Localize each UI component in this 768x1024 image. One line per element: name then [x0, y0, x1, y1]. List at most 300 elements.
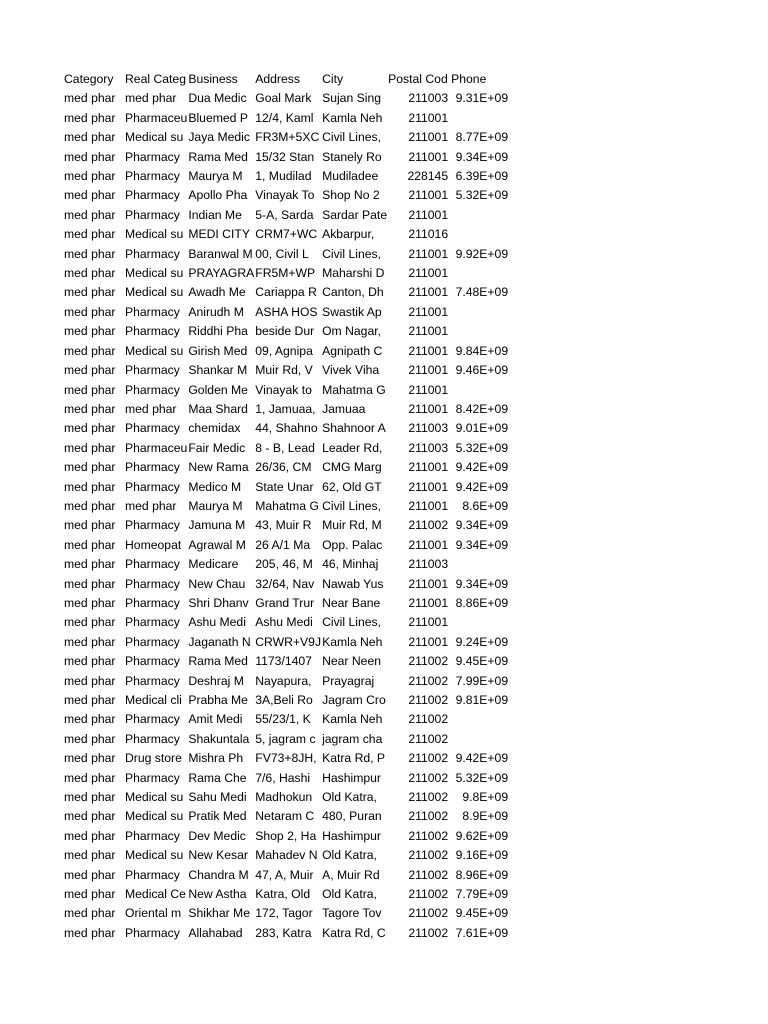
cell-business: Shankar M [188, 363, 248, 378]
cell-business: Bluemed P [188, 110, 248, 125]
cell-phone: 6.39E+09 [455, 169, 509, 184]
column-header-address: Address [255, 72, 300, 86]
cell-real-category: med phar [125, 498, 177, 513]
table-row [63, 885, 510, 904]
cell-category: med phar [64, 751, 116, 766]
table-row [63, 575, 510, 594]
table-row [63, 283, 510, 302]
cell-phone: 8.96E+09 [455, 867, 509, 882]
cell-city: Shop No 2 [322, 188, 380, 203]
cell-category: med phar [64, 363, 116, 378]
table-row [63, 148, 510, 167]
cell-real-category: Pharmacy [125, 169, 180, 184]
cell-business: Rama Med [188, 654, 248, 669]
cell-postal-code: 211001 [408, 207, 449, 222]
cell-phone: 7.48E+09 [455, 285, 509, 300]
cell-postal-code: 211001 [408, 304, 449, 319]
cell-postal-code: 211001 [408, 130, 449, 145]
cell-address: 43, Muir R [255, 518, 312, 533]
cell-postal-code: 211001 [408, 615, 449, 630]
cell-business: Indian Me [188, 207, 242, 222]
cell-address: 26 A/1 Ma [255, 537, 311, 552]
cell-phone: 9.45E+09 [455, 654, 509, 669]
cell-phone: 9.31E+09 [455, 91, 509, 106]
cell-real-category: Pharmacy [125, 770, 180, 785]
table-row [63, 245, 510, 264]
cell-phone: 8.6E+09 [462, 498, 509, 513]
cell-business: PRAYAGRA [188, 266, 255, 281]
cell-business: Pratik Med [188, 809, 247, 824]
cell-address: beside Dur [255, 324, 315, 339]
table-row [63, 167, 510, 186]
cell-postal-code: 211002 [408, 673, 449, 688]
cell-phone: 9.45E+09 [455, 906, 509, 921]
table-row [63, 206, 510, 225]
cell-city: Near Bane [322, 595, 381, 610]
cell-phone [450, 109, 510, 128]
table-row [63, 381, 510, 400]
cell-address: Muir Rd, V [255, 363, 313, 378]
cell-phone [450, 613, 510, 632]
cell-phone: 5.32E+09 [455, 188, 509, 203]
cell-business: Dua Medic [188, 91, 247, 106]
cell-real-category: Pharmacy [125, 595, 180, 610]
cell-category: med phar [64, 673, 116, 688]
cell-real-category: Pharmacy [125, 382, 180, 397]
cell-phone: 9.46E+09 [455, 363, 509, 378]
table-row [63, 924, 510, 943]
cell-business: Girish Med [188, 343, 248, 358]
cell-category: med phar [64, 848, 116, 863]
cell-city: Swastik Ap [322, 304, 382, 319]
cell-address: CRM7+WC [255, 227, 318, 242]
cell-postal-code: 211002 [408, 770, 449, 785]
cell-phone: 9.81E+09 [455, 693, 509, 707]
cell-real-category: Pharmacy [125, 479, 180, 494]
cell-address: 8 - B, Lead [255, 440, 315, 455]
table-row [63, 691, 510, 710]
cell-category: med phar [64, 925, 116, 940]
cell-city: Agnipath C [322, 343, 383, 358]
cell-real-category: Medical su [125, 266, 184, 281]
cell-city: Akbarpur, [322, 227, 375, 242]
cell-real-category: Pharmacy [125, 149, 180, 164]
cell-postal-code: 211001 [408, 343, 449, 358]
cell-address: 5-A, Sarda [255, 207, 314, 222]
cell-business: Fair Medic [188, 440, 246, 455]
cell-city: Old Katra, [322, 887, 377, 902]
table-row [63, 225, 510, 244]
cell-postal-code: 211003 [408, 440, 449, 455]
cell-postal-code: 211001 [408, 382, 449, 397]
table-row [63, 516, 510, 535]
cell-postal-code: 211001 [408, 285, 449, 300]
cell-address: Vinayak to [255, 382, 312, 397]
cell-postal-code: 211003 [408, 421, 449, 436]
cell-city: Mahatma G [322, 382, 386, 397]
cell-category: med phar [64, 401, 116, 416]
cell-address: CRWR+V9J [255, 634, 322, 649]
cell-phone: 8.9E+09 [462, 809, 509, 824]
cell-address: 3A,Beli Ro [255, 693, 313, 707]
cell-business: Anirudh M [188, 304, 244, 319]
cell-phone: 7.99E+09 [455, 673, 509, 688]
table-row [63, 807, 510, 826]
cell-business: New Rama [188, 460, 249, 475]
cell-phone: 9.34E+09 [455, 576, 509, 591]
cell-business: Golden Me [188, 382, 248, 397]
cell-postal-code: 211002 [408, 867, 449, 882]
cell-business: Mishra Ph [188, 751, 244, 766]
cell-address: 32/64, Nav [255, 576, 315, 591]
cell-city: Katra Rd, P [322, 751, 386, 766]
cell-category: med phar [64, 110, 116, 125]
cell-city: Kamla Neh [322, 634, 383, 649]
cell-city: Sujan Sing [322, 91, 382, 106]
cell-postal-code: 211002 [408, 654, 449, 669]
cell-postal-code: 211001 [408, 266, 449, 281]
cell-real-category: Medical su [125, 130, 184, 145]
cell-address: FV73+8JH, [255, 751, 317, 766]
cell-category: med phar [64, 304, 116, 319]
cell-city: CMG Marg [322, 460, 382, 475]
cell-postal-code: 211001 [408, 110, 449, 125]
cell-postal-code: 211003 [408, 91, 449, 106]
cell-category: med phar [64, 557, 116, 572]
cell-postal-code: 211001 [408, 595, 449, 610]
table-row [63, 497, 510, 516]
cell-category: med phar [64, 576, 116, 591]
cell-real-category: Medical su [125, 848, 184, 863]
table-row [63, 749, 510, 768]
cell-real-category: med phar [125, 401, 177, 416]
cell-real-category: Medical su [125, 343, 184, 358]
column-header-city: City [322, 72, 344, 86]
header-row [63, 70, 510, 89]
cell-business: Shikhar Me [188, 906, 250, 921]
cell-postal-code: 211002 [408, 809, 449, 824]
cell-real-category: Medical Ce [125, 887, 186, 902]
cell-category: med phar [64, 906, 116, 921]
cell-business: MEDI CITY [188, 227, 250, 242]
cell-category: med phar [64, 479, 116, 494]
table-row [63, 866, 510, 885]
cell-phone: 9.42E+09 [455, 751, 509, 766]
cell-city: Stanely Ro [322, 149, 382, 164]
cell-city: jagram cha [322, 731, 383, 746]
cell-real-category: Pharmacy [125, 867, 180, 882]
cell-real-category: Medical su [125, 790, 184, 805]
cell-city: Civil Lines, [322, 246, 381, 261]
cell-postal-code: 228145 [407, 169, 449, 184]
cell-address: 172, Tagor [255, 906, 313, 921]
cell-phone [450, 555, 510, 574]
cell-category: med phar [64, 285, 116, 300]
cell-city: Shahnoor A [322, 421, 386, 436]
cell-business: New Chau [188, 576, 246, 591]
cell-business: Rama Che [188, 770, 247, 785]
cell-real-category: Pharmacy [125, 673, 180, 688]
cell-phone: 8.86E+09 [455, 595, 509, 610]
cell-city: Prayagraj [322, 673, 375, 688]
cell-city: Jagram Cro [322, 693, 386, 707]
cell-phone [450, 322, 510, 341]
cell-postal-code: 211001 [408, 363, 449, 378]
cell-postal-code: 211001 [408, 188, 449, 203]
cell-address: Netaram C [255, 809, 315, 824]
cell-category: med phar [64, 130, 116, 145]
table-row [63, 633, 510, 652]
cell-postal-code: 211002 [408, 693, 449, 707]
cell-city: 480, Puran [322, 809, 382, 824]
cell-address: Shop 2, Ha [255, 828, 317, 843]
cell-address: 00, Civil L [255, 246, 309, 261]
cell-address: 1173/1407 [255, 654, 312, 669]
cell-address: 44, Shahno [255, 421, 318, 436]
table-row [63, 186, 510, 205]
cell-postal-code: 211001 [408, 324, 449, 339]
cell-real-category: Pharmacy [125, 460, 180, 475]
table-row [63, 827, 510, 846]
cell-address: 12/4, Kaml [255, 110, 314, 125]
cell-real-category: Pharmacy [125, 363, 180, 378]
cell-business: Dev Medic [188, 828, 246, 843]
cell-city: Nawab Yus [322, 576, 384, 591]
cell-real-category: Medical su [125, 809, 184, 824]
cell-real-category: Pharmacy [125, 576, 180, 591]
cell-address: ASHA HOS [255, 304, 318, 319]
cell-phone: 5.32E+09 [455, 440, 509, 455]
cell-business: Shri Dhanv [188, 595, 249, 610]
cell-address: Goal Mark [255, 91, 312, 106]
cell-phone: 9.34E+09 [455, 518, 509, 533]
cell-postal-code: 211001 [408, 460, 449, 475]
table-row [63, 788, 510, 807]
cell-address: 55/23/1, K [255, 712, 311, 727]
cell-category: med phar [64, 867, 116, 882]
cell-business: Jamuna M [188, 518, 246, 533]
table-row [63, 400, 510, 419]
cell-category: med phar [64, 693, 116, 707]
cell-category: med phar [64, 227, 116, 242]
cell-address: Vinayak To [255, 188, 315, 203]
cell-real-category: Pharmacy [125, 207, 180, 222]
table-row [63, 652, 510, 671]
cell-address: 09, Agnipa [255, 343, 313, 358]
table-row [63, 419, 510, 438]
cell-business: Jaya Medic [188, 130, 250, 145]
cell-real-category: Pharmacy [125, 925, 180, 940]
cell-category: med phar [64, 421, 116, 436]
cell-city: Opp. Palac [322, 537, 383, 552]
table-row [63, 361, 510, 380]
cell-postal-code: 211001 [408, 246, 449, 261]
cell-city: Mudiladee [322, 169, 379, 184]
cell-city: Tagore Tov [322, 906, 382, 921]
cell-city: Muir Rd, M [322, 518, 382, 533]
cell-postal-code: 211001 [408, 498, 449, 513]
cell-category: med phar [64, 460, 116, 475]
cell-address: Mahadev N [255, 848, 318, 863]
cell-postal-code: 211001 [408, 479, 449, 494]
cell-business: Apollo Pha [188, 188, 248, 203]
cell-phone: 9.42E+09 [455, 460, 509, 475]
table-body [63, 89, 510, 943]
cell-city: Old Katra, [322, 848, 377, 863]
table-row [63, 109, 510, 128]
table-row [63, 555, 510, 574]
cell-postal-code: 211002 [408, 906, 449, 921]
cell-city: Kamla Neh [322, 110, 383, 125]
cell-business: Shakuntala [188, 731, 250, 746]
cell-business: Rama Med [188, 149, 248, 164]
cell-category: med phar [64, 324, 116, 339]
table-row [63, 904, 510, 923]
cell-city: Jamuaa [322, 401, 366, 416]
cell-phone: 8.42E+09 [455, 401, 509, 416]
table-row [63, 769, 510, 788]
cell-real-category: Pharmacy [125, 615, 180, 630]
cell-phone: 7.79E+09 [455, 887, 509, 902]
cell-real-category: Pharmacy [125, 828, 180, 843]
cell-real-category: Pharmacy [125, 518, 180, 533]
cell-address: FR5M+WP [255, 266, 316, 281]
cell-postal-code: 211002 [408, 887, 449, 902]
cell-postal-code: 211001 [408, 634, 449, 649]
cell-business: Maa Shard [188, 401, 248, 416]
cell-postal-code: 211002 [408, 828, 449, 843]
cell-category: med phar [64, 634, 116, 649]
table-row [63, 342, 510, 361]
cell-phone [450, 264, 510, 283]
cell-city: Civil Lines, [322, 615, 381, 630]
cell-postal-code: 211002 [408, 925, 449, 940]
cell-phone [450, 730, 510, 749]
cell-city: Old Katra, [322, 790, 377, 805]
cell-business: Agrawal M [188, 537, 246, 552]
cell-business: New Astha [188, 887, 247, 902]
cell-postal-code: 211002 [408, 712, 449, 727]
cell-category: med phar [64, 615, 116, 630]
cell-city: A, Muir Rd [322, 867, 380, 882]
cell-postal-code: 211003 [408, 557, 449, 572]
cell-phone: 9.24E+09 [455, 634, 509, 649]
column-header-phone: Phone [451, 72, 487, 86]
cell-city: Katra Rd, C [322, 925, 386, 940]
cell-real-category: Pharmacy [125, 634, 180, 649]
cell-category: med phar [64, 770, 116, 785]
cell-phone: 9.84E+09 [455, 343, 509, 358]
data-table [63, 70, 510, 943]
cell-postal-code: 211001 [408, 401, 449, 416]
table-row [63, 128, 510, 147]
cell-business: Sahu Medi [188, 790, 247, 805]
cell-postal-code: 211002 [408, 751, 449, 766]
cell-category: med phar [64, 246, 116, 261]
cell-business: Riddhi Pha [188, 324, 248, 339]
table-row [63, 594, 510, 613]
cell-city: Vivek Viha [322, 363, 380, 378]
cell-city: Hashimpur [322, 828, 381, 843]
cell-real-category: med phar [125, 91, 177, 106]
cell-real-category: Pharmacy [125, 557, 180, 572]
cell-city: Civil Lines, [322, 130, 381, 145]
cell-category: med phar [64, 343, 116, 358]
cell-business: Prabha Me [188, 693, 248, 707]
cell-phone: 9.92E+09 [455, 246, 509, 261]
cell-phone: 9.8E+09 [462, 790, 509, 805]
cell-phone: 9.01E+09 [455, 421, 509, 436]
column-header-real-category: Real Categ [125, 72, 186, 86]
cell-business: Deshraj M [188, 673, 244, 688]
cell-city: Near Neen [322, 654, 382, 669]
cell-postal-code: 211001 [408, 537, 449, 552]
cell-real-category: Pharmacy [125, 246, 180, 261]
cell-category: med phar [64, 149, 116, 164]
cell-phone [450, 225, 510, 244]
cell-postal-code: 211016 [408, 227, 449, 242]
column-header-business: Business [188, 72, 238, 86]
table-row [63, 478, 510, 497]
table-row [63, 89, 510, 108]
cell-postal-code: 211002 [408, 848, 449, 863]
cell-address: Cariappa R [255, 285, 317, 300]
cell-address: 1, Mudilad [255, 169, 312, 184]
cell-category: med phar [64, 188, 116, 203]
spreadsheet [63, 70, 510, 943]
cell-category: med phar [64, 207, 116, 222]
cell-city: Canton, Dh [322, 285, 384, 300]
cell-category: med phar [64, 731, 116, 746]
cell-city: 46, Minhaj [322, 557, 379, 572]
cell-city: Leader Rd, [322, 440, 383, 455]
cell-phone: 9.34E+09 [455, 537, 509, 552]
table-row [63, 439, 510, 458]
cell-real-category: Pharmaceu [125, 440, 188, 455]
cell-real-category: Oriental m [125, 906, 182, 921]
cell-business: Maurya M [188, 498, 243, 513]
cell-postal-code: 211002 [408, 731, 449, 746]
cell-real-category: Pharmacy [125, 188, 180, 203]
cell-city: Civil Lines, [322, 498, 381, 513]
cell-city: Om Nagar, [322, 324, 381, 339]
cell-city: 62, Old GT [322, 479, 382, 494]
cell-category: med phar [64, 498, 116, 513]
cell-address: 7/6, Hashi [255, 770, 311, 785]
cell-postal-code: 211002 [408, 518, 449, 533]
cell-business: Jaganath N [188, 634, 251, 649]
cell-postal-code: 211002 [408, 790, 449, 805]
cell-phone: 9.62E+09 [455, 828, 509, 843]
cell-address: Madhokun [255, 790, 313, 805]
table-row [63, 613, 510, 632]
cell-city: Hashimpur [322, 770, 381, 785]
cell-real-category: Pharmacy [125, 304, 180, 319]
cell-address: 47, A, Muir [255, 867, 314, 882]
cell-address: 283, Katra [255, 925, 312, 940]
cell-real-category: Medical su [125, 285, 184, 300]
cell-phone [450, 710, 510, 729]
cell-business: Awadh Me [188, 285, 246, 300]
cell-phone: 9.16E+09 [455, 848, 509, 863]
column-header-category: Category [64, 72, 114, 86]
table-row [63, 458, 510, 477]
cell-real-category: Drug store [125, 751, 182, 766]
table-row [63, 730, 510, 749]
cell-real-category: Pharmacy [125, 712, 180, 727]
table-row [63, 303, 510, 322]
cell-address: 15/32 Stan [255, 149, 315, 164]
